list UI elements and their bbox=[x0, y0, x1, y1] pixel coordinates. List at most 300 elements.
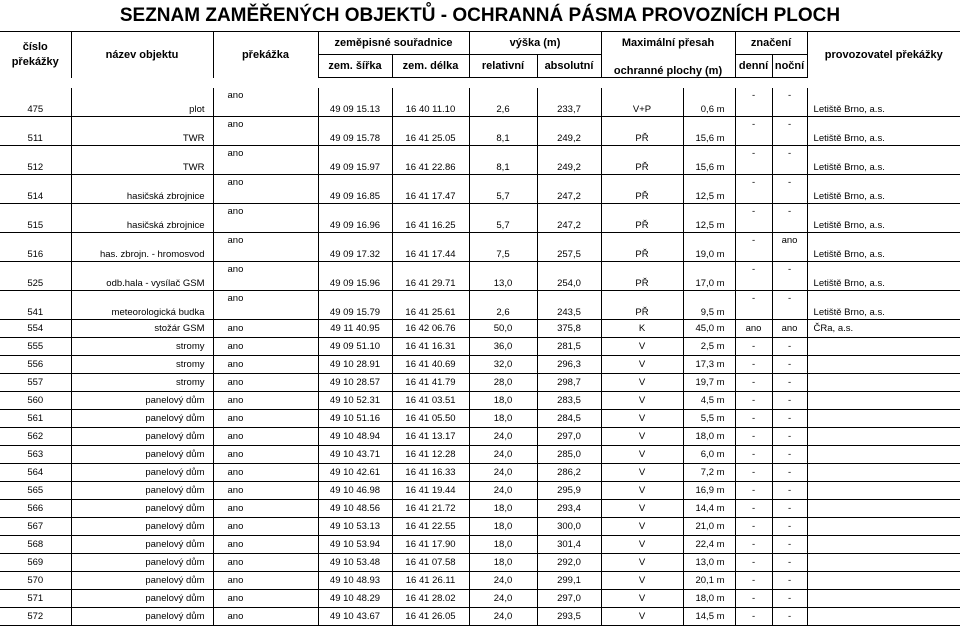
row-lat: 49 10 48.56 bbox=[318, 500, 392, 518]
row-name: meteorologická budka bbox=[71, 291, 213, 320]
row-obstacle: ano bbox=[213, 554, 318, 572]
row-plane: PŘ bbox=[601, 291, 683, 320]
row-lon: 16 41 16.33 bbox=[392, 464, 469, 482]
row-name: TWR bbox=[71, 117, 213, 146]
row-overlap: 18,0 m bbox=[683, 590, 735, 608]
row-lon: 16 41 28.02 bbox=[392, 590, 469, 608]
row-absolute: 254,0 bbox=[537, 262, 601, 291]
col-header-obstacle: překážka bbox=[213, 32, 318, 78]
row-day: - bbox=[735, 117, 772, 146]
row-absolute: 247,2 bbox=[537, 175, 601, 204]
row-night: - bbox=[772, 262, 807, 291]
col-header-coordinates: zeměpisné souřadnice bbox=[318, 32, 469, 55]
row-owner: Letiště Brno, a.s. bbox=[807, 117, 960, 146]
row-relative: 8,1 bbox=[469, 146, 537, 175]
row-day: - bbox=[735, 204, 772, 233]
row-lon: 16 41 22.55 bbox=[392, 518, 469, 536]
obstacle-table bbox=[0, 31, 960, 626]
row-id: 561 bbox=[0, 410, 71, 428]
row-absolute: 281,5 bbox=[537, 338, 601, 356]
table-row bbox=[0, 608, 960, 626]
row-day: - bbox=[735, 175, 772, 204]
row-absolute: 296,3 bbox=[537, 356, 601, 374]
row-night: - bbox=[772, 146, 807, 175]
row-night: - bbox=[772, 428, 807, 446]
col-header-lat: zem. šířka bbox=[318, 55, 392, 78]
row-owner: Letiště Brno, a.s. bbox=[807, 204, 960, 233]
row-relative: 5,7 bbox=[469, 175, 537, 204]
col-header-overlap: Maximální přesah bbox=[601, 32, 735, 55]
row-absolute: 284,5 bbox=[537, 410, 601, 428]
row-night: - bbox=[772, 338, 807, 356]
row-lat: 49 09 51.10 bbox=[318, 338, 392, 356]
row-obstacle: ano bbox=[213, 500, 318, 518]
row-lon: 16 41 22.86 bbox=[392, 146, 469, 175]
row-owner bbox=[807, 608, 960, 626]
row-lon: 16 41 26.11 bbox=[392, 572, 469, 590]
row-overlap: 19,0 m bbox=[683, 233, 735, 262]
row-plane: V bbox=[601, 590, 683, 608]
row-night: - bbox=[772, 590, 807, 608]
row-day: - bbox=[735, 338, 772, 356]
row-id: 570 bbox=[0, 572, 71, 590]
row-id: 565 bbox=[0, 482, 71, 500]
col-header-name: název objektu bbox=[71, 32, 213, 78]
row-relative: 2,6 bbox=[469, 291, 537, 320]
row-obstacle: ano bbox=[213, 117, 318, 146]
row-plane: V bbox=[601, 518, 683, 536]
table-row bbox=[0, 356, 960, 374]
row-relative: 18,0 bbox=[469, 392, 537, 410]
row-relative: 28,0 bbox=[469, 374, 537, 392]
row-day: - bbox=[735, 500, 772, 518]
table-row bbox=[0, 446, 960, 464]
table-row bbox=[0, 88, 960, 117]
row-overlap: 17,0 m bbox=[683, 262, 735, 291]
row-relative: 18,0 bbox=[469, 500, 537, 518]
col-header-absolute: absolutní bbox=[537, 55, 601, 78]
row-owner bbox=[807, 554, 960, 572]
row-absolute: 249,2 bbox=[537, 117, 601, 146]
row-relative: 32,0 bbox=[469, 356, 537, 374]
row-owner bbox=[807, 536, 960, 554]
row-plane: V+P bbox=[601, 88, 683, 117]
row-obstacle: ano bbox=[213, 590, 318, 608]
row-id: 516 bbox=[0, 233, 71, 262]
row-lat: 49 10 53.48 bbox=[318, 554, 392, 572]
row-name: panelový dům bbox=[71, 608, 213, 626]
row-night: - bbox=[772, 536, 807, 554]
row-plane: V bbox=[601, 608, 683, 626]
row-obstacle: ano bbox=[213, 572, 318, 590]
row-owner bbox=[807, 572, 960, 590]
row-overlap: 21,0 m bbox=[683, 518, 735, 536]
row-name: panelový dům bbox=[71, 518, 213, 536]
row-absolute: 286,2 bbox=[537, 464, 601, 482]
row-id: 511 bbox=[0, 117, 71, 146]
row-absolute: 301,4 bbox=[537, 536, 601, 554]
row-id: 560 bbox=[0, 392, 71, 410]
row-night: - bbox=[772, 175, 807, 204]
row-absolute: 243,5 bbox=[537, 291, 601, 320]
row-overlap: 15,6 m bbox=[683, 117, 735, 146]
row-name: panelový dům bbox=[71, 572, 213, 590]
table-row bbox=[0, 233, 960, 262]
row-night: - bbox=[772, 392, 807, 410]
row-absolute: 257,5 bbox=[537, 233, 601, 262]
row-plane: V bbox=[601, 482, 683, 500]
row-lon: 16 41 03.51 bbox=[392, 392, 469, 410]
row-lat: 49 10 48.93 bbox=[318, 572, 392, 590]
row-obstacle: ano bbox=[213, 464, 318, 482]
col-header-lon: zem. délka bbox=[392, 55, 469, 78]
row-owner bbox=[807, 392, 960, 410]
row-night: - bbox=[772, 356, 807, 374]
row-owner: Letiště Brno, a.s. bbox=[807, 262, 960, 291]
row-day: - bbox=[735, 291, 772, 320]
table-row bbox=[0, 428, 960, 446]
row-night: - bbox=[772, 482, 807, 500]
row-name: TWR bbox=[71, 146, 213, 175]
page-title: SEZNAM ZAMĚŘENÝCH OBJEKTŮ - OCHRANNÁ PÁSMA PROVOZNÍCH PLOCH bbox=[119, 5, 841, 26]
row-overlap: 13,0 m bbox=[683, 554, 735, 572]
row-lat: 49 10 43.71 bbox=[318, 446, 392, 464]
table-row bbox=[0, 536, 960, 554]
row-overlap: 0,6 m bbox=[683, 88, 735, 117]
row-absolute: 293,5 bbox=[537, 608, 601, 626]
row-obstacle: ano bbox=[213, 392, 318, 410]
row-day: - bbox=[735, 410, 772, 428]
table-row bbox=[0, 572, 960, 590]
row-night: - bbox=[772, 291, 807, 320]
row-lat: 49 10 28.57 bbox=[318, 374, 392, 392]
row-day: - bbox=[735, 146, 772, 175]
row-absolute: 375,8 bbox=[537, 320, 601, 338]
col-header-day: denní bbox=[735, 55, 772, 78]
row-plane: V bbox=[601, 356, 683, 374]
row-name: stromy bbox=[71, 356, 213, 374]
table-row bbox=[0, 482, 960, 500]
row-absolute: 283,5 bbox=[537, 392, 601, 410]
row-relative: 18,0 bbox=[469, 518, 537, 536]
row-owner: Letiště Brno, a.s. bbox=[807, 88, 960, 117]
row-name: panelový dům bbox=[71, 590, 213, 608]
row-name: has. zbrojn. - hromosvod bbox=[71, 233, 213, 262]
table-row bbox=[0, 554, 960, 572]
row-lon: 16 41 13.17 bbox=[392, 428, 469, 446]
row-overlap: 14,5 m bbox=[683, 608, 735, 626]
row-plane: K bbox=[601, 320, 683, 338]
row-absolute: 295,9 bbox=[537, 482, 601, 500]
row-lat: 49 09 15.97 bbox=[318, 146, 392, 175]
row-night: - bbox=[772, 117, 807, 146]
table-row bbox=[0, 500, 960, 518]
row-owner: Letiště Brno, a.s. bbox=[807, 175, 960, 204]
row-obstacle: ano bbox=[213, 428, 318, 446]
row-relative: 18,0 bbox=[469, 536, 537, 554]
table-row bbox=[0, 175, 960, 204]
row-lat: 49 11 40.95 bbox=[318, 320, 392, 338]
col-header-night: noční bbox=[772, 55, 807, 78]
row-lat: 49 09 15.96 bbox=[318, 262, 392, 291]
row-plane: V bbox=[601, 572, 683, 590]
col-header-operator: provozovatel překážky bbox=[807, 32, 960, 78]
row-night: - bbox=[772, 554, 807, 572]
table-row bbox=[0, 392, 960, 410]
col-header-overlap-sub: ochranné plochy (m) bbox=[601, 55, 735, 78]
row-day: - bbox=[735, 374, 772, 392]
row-plane: PŘ bbox=[601, 262, 683, 291]
row-lat: 49 10 53.13 bbox=[318, 518, 392, 536]
row-absolute: 249,2 bbox=[537, 146, 601, 175]
row-plane: V bbox=[601, 338, 683, 356]
row-day: - bbox=[735, 518, 772, 536]
row-owner: ČRa, a.s. bbox=[807, 320, 960, 338]
row-day: - bbox=[735, 590, 772, 608]
row-plane: V bbox=[601, 428, 683, 446]
row-lat: 49 09 16.96 bbox=[318, 204, 392, 233]
obstacle-table-body bbox=[0, 88, 960, 626]
row-name: hasičská zbrojnice bbox=[71, 204, 213, 233]
row-id: 512 bbox=[0, 146, 71, 175]
row-relative: 24,0 bbox=[469, 608, 537, 626]
row-overlap: 17,3 m bbox=[683, 356, 735, 374]
row-overlap: 19,7 m bbox=[683, 374, 735, 392]
row-day: - bbox=[735, 88, 772, 117]
row-day: - bbox=[735, 464, 772, 482]
row-name: panelový dům bbox=[71, 410, 213, 428]
row-owner bbox=[807, 482, 960, 500]
row-lon: 16 41 25.05 bbox=[392, 117, 469, 146]
row-overlap: 12,5 m bbox=[683, 204, 735, 233]
row-overlap: 5,5 m bbox=[683, 410, 735, 428]
row-name: panelový dům bbox=[71, 554, 213, 572]
row-plane: V bbox=[601, 464, 683, 482]
row-name: panelový dům bbox=[71, 482, 213, 500]
row-lat: 49 09 16.85 bbox=[318, 175, 392, 204]
row-obstacle: ano bbox=[213, 175, 318, 204]
row-name: panelový dům bbox=[71, 464, 213, 482]
row-plane: V bbox=[601, 446, 683, 464]
row-lat: 49 09 15.78 bbox=[318, 117, 392, 146]
row-id: 557 bbox=[0, 374, 71, 392]
row-lat: 49 09 15.79 bbox=[318, 291, 392, 320]
row-lat: 49 10 51.16 bbox=[318, 410, 392, 428]
row-day: - bbox=[735, 233, 772, 262]
table-row bbox=[0, 146, 960, 175]
row-lon: 16 41 40.69 bbox=[392, 356, 469, 374]
row-absolute: 233,7 bbox=[537, 88, 601, 117]
row-relative: 50,0 bbox=[469, 320, 537, 338]
row-owner bbox=[807, 428, 960, 446]
row-lat: 49 09 17.32 bbox=[318, 233, 392, 262]
row-lon: 16 41 25.61 bbox=[392, 291, 469, 320]
table-row bbox=[0, 262, 960, 291]
row-relative: 24,0 bbox=[469, 428, 537, 446]
row-id: 514 bbox=[0, 175, 71, 204]
col-header-id: číslo překážky bbox=[0, 32, 71, 78]
row-night: - bbox=[772, 608, 807, 626]
row-night: - bbox=[772, 88, 807, 117]
col-header-marking: značení bbox=[735, 32, 807, 55]
row-id: 556 bbox=[0, 356, 71, 374]
row-lon: 16 41 05.50 bbox=[392, 410, 469, 428]
row-night: - bbox=[772, 464, 807, 482]
row-night: - bbox=[772, 500, 807, 518]
row-night: - bbox=[772, 410, 807, 428]
row-obstacle: ano bbox=[213, 608, 318, 626]
row-id: 567 bbox=[0, 518, 71, 536]
row-lat: 49 10 42.61 bbox=[318, 464, 392, 482]
row-owner bbox=[807, 464, 960, 482]
row-relative: 24,0 bbox=[469, 446, 537, 464]
row-obstacle: ano bbox=[213, 291, 318, 320]
row-name: panelový dům bbox=[71, 446, 213, 464]
row-day: - bbox=[735, 392, 772, 410]
row-relative: 24,0 bbox=[469, 464, 537, 482]
row-lat: 49 10 48.94 bbox=[318, 428, 392, 446]
row-name: stromy bbox=[71, 374, 213, 392]
row-owner bbox=[807, 446, 960, 464]
row-lon: 16 40 11.10 bbox=[392, 88, 469, 117]
row-owner bbox=[807, 518, 960, 536]
row-name: stožár GSM bbox=[71, 320, 213, 338]
row-relative: 24,0 bbox=[469, 482, 537, 500]
row-day: - bbox=[735, 428, 772, 446]
row-obstacle: ano bbox=[213, 262, 318, 291]
row-obstacle: ano bbox=[213, 374, 318, 392]
table-row bbox=[0, 410, 960, 428]
row-obstacle: ano bbox=[213, 518, 318, 536]
row-absolute: 299,1 bbox=[537, 572, 601, 590]
row-owner: Letiště Brno, a.s. bbox=[807, 291, 960, 320]
row-night: ano bbox=[772, 233, 807, 262]
row-overlap: 14,4 m bbox=[683, 500, 735, 518]
row-lat: 49 10 48.29 bbox=[318, 590, 392, 608]
row-lat: 49 10 53.94 bbox=[318, 536, 392, 554]
row-relative: 24,0 bbox=[469, 572, 537, 590]
table-row bbox=[0, 320, 960, 338]
row-obstacle: ano bbox=[213, 536, 318, 554]
row-obstacle: ano bbox=[213, 320, 318, 338]
row-plane: PŘ bbox=[601, 146, 683, 175]
row-relative: 2,6 bbox=[469, 88, 537, 117]
row-id: 475 bbox=[0, 88, 71, 117]
row-plane: V bbox=[601, 374, 683, 392]
row-day: - bbox=[735, 262, 772, 291]
row-relative: 13,0 bbox=[469, 262, 537, 291]
table-row bbox=[0, 291, 960, 320]
row-id: 554 bbox=[0, 320, 71, 338]
row-overlap: 7,2 m bbox=[683, 464, 735, 482]
row-night: - bbox=[772, 374, 807, 392]
row-overlap: 9,5 m bbox=[683, 291, 735, 320]
table-row bbox=[0, 374, 960, 392]
row-absolute: 285,0 bbox=[537, 446, 601, 464]
row-owner: Letiště Brno, a.s. bbox=[807, 146, 960, 175]
row-lat: 49 10 46.98 bbox=[318, 482, 392, 500]
table-row bbox=[0, 464, 960, 482]
col-header-height: výška (m) bbox=[469, 32, 601, 55]
row-id: 555 bbox=[0, 338, 71, 356]
row-name: panelový dům bbox=[71, 500, 213, 518]
table-row bbox=[0, 338, 960, 356]
row-absolute: 247,2 bbox=[537, 204, 601, 233]
row-lon: 16 41 16.31 bbox=[392, 338, 469, 356]
row-id: 541 bbox=[0, 291, 71, 320]
row-absolute: 297,0 bbox=[537, 428, 601, 446]
row-absolute: 292,0 bbox=[537, 554, 601, 572]
row-relative: 36,0 bbox=[469, 338, 537, 356]
row-overlap: 20,1 m bbox=[683, 572, 735, 590]
row-plane: V bbox=[601, 392, 683, 410]
row-overlap: 18,0 m bbox=[683, 428, 735, 446]
row-id: 515 bbox=[0, 204, 71, 233]
row-night: - bbox=[772, 446, 807, 464]
row-plane: V bbox=[601, 410, 683, 428]
row-id: 562 bbox=[0, 428, 71, 446]
row-id: 572 bbox=[0, 608, 71, 626]
row-id: 564 bbox=[0, 464, 71, 482]
row-plane: V bbox=[601, 554, 683, 572]
row-obstacle: ano bbox=[213, 88, 318, 117]
row-relative: 8,1 bbox=[469, 117, 537, 146]
row-lat: 49 10 43.67 bbox=[318, 608, 392, 626]
row-absolute: 297,0 bbox=[537, 590, 601, 608]
row-overlap: 12,5 m bbox=[683, 175, 735, 204]
row-day: - bbox=[735, 482, 772, 500]
row-obstacle: ano bbox=[213, 338, 318, 356]
row-id: 525 bbox=[0, 262, 71, 291]
row-lon: 16 41 17.90 bbox=[392, 536, 469, 554]
table-row bbox=[0, 117, 960, 146]
table-row bbox=[0, 204, 960, 233]
row-owner bbox=[807, 356, 960, 374]
row-name: hasičská zbrojnice bbox=[71, 175, 213, 204]
row-obstacle: ano bbox=[213, 204, 318, 233]
row-night: - bbox=[772, 518, 807, 536]
row-name: odb.hala - vysílač GSM bbox=[71, 262, 213, 291]
row-day: - bbox=[735, 536, 772, 554]
row-overlap: 2,5 m bbox=[683, 338, 735, 356]
row-name: panelový dům bbox=[71, 428, 213, 446]
row-relative: 18,0 bbox=[469, 554, 537, 572]
row-relative: 7,5 bbox=[469, 233, 537, 262]
row-plane: PŘ bbox=[601, 117, 683, 146]
row-name: panelový dům bbox=[71, 392, 213, 410]
row-night: - bbox=[772, 572, 807, 590]
row-name: plot bbox=[71, 88, 213, 117]
row-plane: PŘ bbox=[601, 204, 683, 233]
row-absolute: 298,7 bbox=[537, 374, 601, 392]
row-absolute: 293,4 bbox=[537, 500, 601, 518]
row-lat: 49 10 52.31 bbox=[318, 392, 392, 410]
row-night: ano bbox=[772, 320, 807, 338]
row-id: 566 bbox=[0, 500, 71, 518]
row-lon: 16 41 17.47 bbox=[392, 175, 469, 204]
row-day: - bbox=[735, 572, 772, 590]
row-owner bbox=[807, 338, 960, 356]
row-plane: V bbox=[601, 536, 683, 554]
row-overlap: 22,4 m bbox=[683, 536, 735, 554]
row-id: 568 bbox=[0, 536, 71, 554]
row-absolute: 300,0 bbox=[537, 518, 601, 536]
row-night: - bbox=[772, 204, 807, 233]
row-obstacle: ano bbox=[213, 482, 318, 500]
row-owner bbox=[807, 410, 960, 428]
row-day: - bbox=[735, 356, 772, 374]
row-overlap: 6,0 m bbox=[683, 446, 735, 464]
